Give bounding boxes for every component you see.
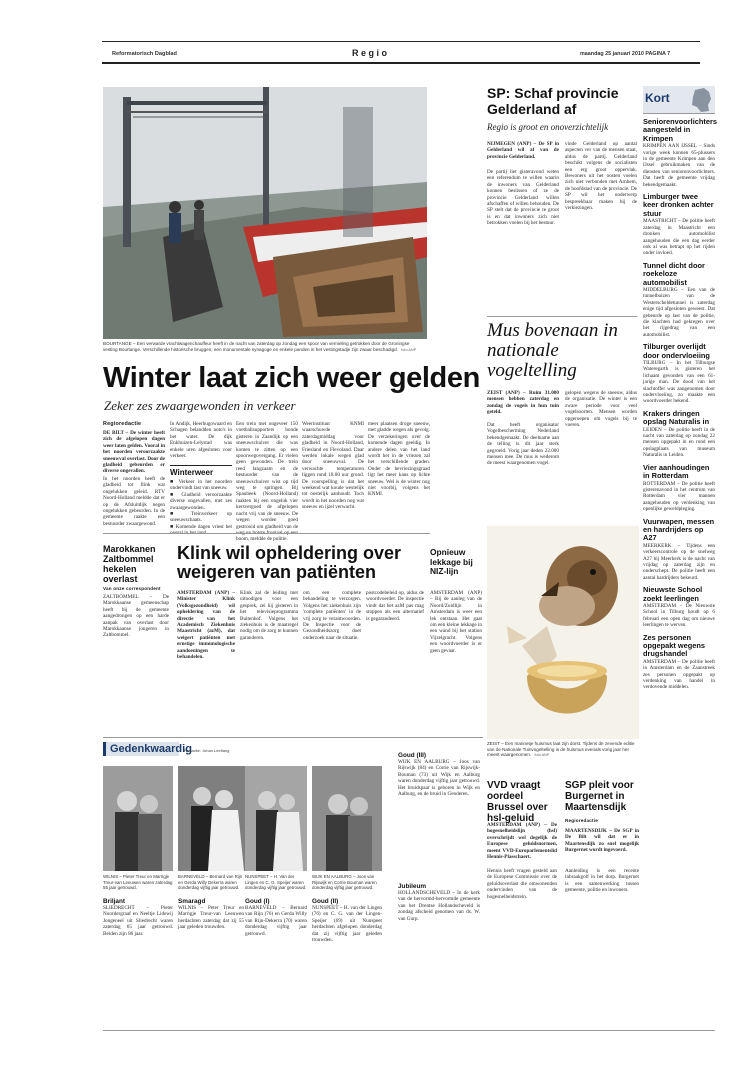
klink-col-1: AMSTERDAM (ANP) – Minister Klink (Volksgezondheid) wil opheldering van de directie van het Academisch Ziekenhuis Maastricht (azM), dat weigert patiënten met ernstige immunologische aandoeningen te behandelen. bbox=[177, 590, 235, 661]
kort-item: Nieuwste School zoekt leerlingen AMSTERDAM – De Nieuwste School in Tilburg houdt op 6 februari een open dag om nieuwe leerlingen te werven. bbox=[643, 585, 715, 629]
vvd-intro: AMSTERDAM (ANP) – De hogesnelheidslijn (hsl) overschrijdt wel degelijk de Europese geluidsnormen, meent VVD-Europarlementslid Hennis-Plasschaert. bbox=[487, 822, 557, 861]
gedenk-photo-4 bbox=[312, 766, 382, 871]
vogel-photo-credit: foto ANP bbox=[534, 753, 550, 758]
sparrow-drinking-illustration bbox=[487, 526, 639, 739]
sgp-byline: Regioredactie bbox=[565, 818, 598, 823]
sp-col-2: vinde Gelderland op aantal aspecten ver van de mensen staat, aldus de partij. Gelderland beschikt volgens de socialisten een erg groot oppervlak. Bewoners uit het oosten voelen zich niet verbonden met Arnhem, de hoofdstad van de provincie. De SP wil het onderwerp bespreekbaar maken bij de verkiezingen. bbox=[565, 141, 637, 212]
kort-item: Tilburger overlijdt door ondervloeiing TILBURG – In het Tilburgse Wateregarth is gisteren het lichaam gevonden van een 61-jarige man. De dood van het slachtoffer was aangenomen door ondervloeiing, zo maakte een woordvoerder bekend. bbox=[643, 342, 715, 405]
kort-header bbox=[643, 86, 715, 114]
mid-rule bbox=[103, 737, 483, 738]
header-rule-top bbox=[102, 41, 700, 42]
lead-photo-caption: BOURTANGE – Een verwarde vrachtwagenchauffeur heeft in de nacht van zaterdag op zondag een spoor van vernieling getrokken door de Groningse vesting Bourtange. Verschillende historische bruggen, een monumentale synagoge en enkele panden in het vestingstadje zijn zwaar beschadigd. foto ANP bbox=[103, 341, 417, 352]
kort-title: Kort bbox=[645, 91, 670, 105]
sgp-intro: MAARTENSDIJK – De SGP in De Bilt wil dat er in Maartensdijk zo snel mogelijk Burgernet wordt ingevoerd. bbox=[565, 828, 639, 854]
kort-item: Limburger twee keer dronken achter stuur MAASTRICHT – De politie heeft zaterdag in Maastricht een dronken automobilist aangehouden die een dag eerder ook al was betrapt op het rijden onder invloed. bbox=[643, 192, 715, 257]
vogel-caption: ZEIST – Een mannetje huismus laat zijn dorst. Tijdens de zevende editie van de Nationale Tuinvogeltelling is de huismus evenals vorig jaar het meest waargenomen. foto ANP bbox=[487, 741, 635, 758]
lead-col-5: meer plaatsen droge sneeuw, met gladde wegen als gevolg. De verzekeringen over de komende dagen geeldig. In andere delen van het land wordt het in de vriezen zal het verschillende graden. Onder de bevriezingsgraad ligt het meer kans op lichte sneeuw. Wel is de winter nog niet voorbij, volgens het KNMI. bbox=[368, 421, 430, 498]
sgp-headline: SGP pleit voor Burgernet in Maartensdijk bbox=[565, 780, 634, 813]
kort-item: Tunnel dicht door roekeloze automobilist MIDDELBURG – Een van de tunnelbuizen van de Westerscheldetunnel is zaterdag enige tijd afgesloten geweest. Dat gebeurde op last van de politie, die klachten had gekregen over het rijgedrag van een automobilist. bbox=[643, 260, 715, 338]
kort-item: Zes personen opgepakt wegens drugshandel AMSTERDAM – De politie heeft in Amsterdam en de Zaanstreek zes personen opgepakt op verdenking van handel in verdovende middelen. bbox=[643, 632, 715, 691]
lead-bottom-rule bbox=[103, 533, 430, 534]
winterweer-box bbox=[170, 465, 232, 537]
sp-headline: SP: Schaf provincie Gelderland af bbox=[487, 85, 619, 117]
lead-photo-credit: foto ANP bbox=[401, 347, 417, 352]
marokkanen-text: ZALTBOMMEL – De Marokkaanse gemeenschap heeft bij de gemeente aangedrongen op een harde aanpak van overlast door Marokkaanse jongeren in Zaltbommel. bbox=[103, 594, 169, 639]
kort-item: Krakers dringen opslag Naturalis in LEIDEN – De politie heeft in de nacht van zaterdag op zondag 22 mensen opgepakt in en rond een opslagplaats van museum Naturalis in Leiden. bbox=[643, 408, 715, 459]
lead-col-4: Weerinstituut KNMI waarschuwde zaterdagmiddag voor gladheid in Noord-Holland, Friesland en Flevoland. Daar werden lokale wegen glad door sneeuwval. De verwachte temperaturen liggen rond 18.00 uur grond. De voorspelling is dat het weekend wat koude westelijk tot oostelijk aanhoudt. Toch wordt in het noorden nog wat sneeuw en ijzel verwacht. bbox=[302, 421, 364, 511]
klink-col-3: om een complete behandeling te verzorgen. Volgens het ziekenhuis zijn 'complete patiënten' in de vrij zorg te verantwoorden. De Inspectie voor de Gezondheidszorg doet onderzoek naar de situatie. bbox=[303, 590, 361, 641]
goud3-column: Goud (III) WIJK EN AALBURG – Joos van Rijswijk (84) en Corrie van Rijswijk-Bouman (73) uit Wijk en Aalburg waren donderdag vijftig jaar getrouwd. Het bruidspaar is geboren in Wijk en Aalburg, en de bruid in Genderen. Jubileum HOLLANDSCHEVELD – In de kerk van de hervormd-hervormde gemeente van het Drentse Hollandscheveld is zondag afscheid genomen van ds. W. van Gurp. bbox=[398, 752, 480, 922]
opnieuw-headline: Opnieuw lekkage bij NIZ-lijn bbox=[430, 547, 473, 577]
vogel-intro: ZEIST (ANP) – Ruim 31.000 mensen hebben zaterdag en zondag de vogels in hun tuin geteld. bbox=[487, 390, 559, 416]
kort-item: Vier aanhoudingen in Rotterdam ROTTERDAM – De politie heeft gisterenavond in het centrum van Rotterdam vier mannen aangehouden op verdenking van openlijke geweldpleging. bbox=[643, 462, 715, 513]
opnieuw-text: AMSTERDAM (ANP) – Bij de aanleg van de Noord/Zuidlijn in Amsterdam is weer een lek ontstaan. Het gaat om een kleine lekkage in een wand bij het station Vijzelgracht. Volgens een woordvoerder is er geen gevaar. bbox=[430, 590, 482, 654]
lead-headline: Winter laat zich weer gelden bbox=[103, 362, 480, 394]
vogel-col1-text: Dat heeft organisator Vogelbescherming Nederland bekendgemaakt. De deelname aan de telling is dit jaar sterk gegroeid. Vorig jaar deden 22.000 mensen mee. De mus is wederom de meest waargenomen vogel. bbox=[487, 422, 559, 467]
winterweer-item: ■ Gladheid veroorzaakte diverse ongevallen, met zes zwaargewonden. bbox=[170, 491, 232, 511]
marokkanen-byline: Van onze correspondent bbox=[103, 586, 161, 591]
gedenk-caption-2: BARNEVELD – Bernard van Rijn en Gerda Willy Dekerra waren donderdag vijftig jaar getrouwd. bbox=[178, 874, 243, 891]
couple-portrait-illustration bbox=[245, 766, 307, 871]
gedenk-photo-3 bbox=[245, 766, 307, 871]
vogel-col-1 bbox=[487, 390, 559, 522]
kort-item: Vuurwapen, messen en hardrijders op A27 MEERKERK – Tijdens een verkeerscontrole op de snelweg A27 bij Meerkerk is de nacht van vrijdag op zaterdag zijn en onderschept. De politie heeft een aantal hardrijders bekeurd. bbox=[643, 516, 715, 581]
gedenk-caption-3: NUNSPEET – H. Van der Lingen en C. G. Speijer waren donderdag vijftig jaar getrouwd. bbox=[245, 874, 307, 891]
page-date: maandag 25 januari 2010 PAGINA 7 bbox=[580, 51, 671, 57]
kort-item: Seniorenvoorlichters aangesteld in Krimpen KRIMPEN AAN IJSSEL – Sinds vorige week kunnen 65-plussers in de gemeente Krimpen aan den IJssel gebruikmaken van de diensten van seniorenvoorlichters. Dat heeft de gemeente vrijdag bekendgemaakt. bbox=[643, 117, 717, 188]
gedenk-text-1: Briljant SLIEDRECHT – Pieter Noordergraaf en Neeltje Lidewij Jongeneel uit Sliedrecht waren zaterdag 65 jaar getrouwd. Beiden zijn 86 jaar. bbox=[103, 898, 173, 937]
couple-portrait-illustration bbox=[103, 766, 173, 871]
vogel-photo bbox=[487, 526, 639, 739]
lead-photo bbox=[103, 87, 427, 339]
gedenk-caption-1: WILNIS – Pieter Treur en Marrigje Treur-van Leeuwen waren zaterdag 55 jaar getrouwd. bbox=[103, 874, 173, 891]
lead-byline: Regioredactie bbox=[103, 421, 142, 427]
page-bottom-rule bbox=[103, 1030, 715, 1031]
gedenk-text-3: Goud (I) BARNEVELD – Bernard van Rijn (76) en Gerda Willy van Rijn-Dekerra (70) waren donderdag vijftig jaar getrouwd. bbox=[245, 898, 307, 937]
klink-col-2: Klink zal de leiding met uitnodigen voor een gesprek, zei hij gisteren in het televisieprogramma Buitenhof. Volgens het ziekenhuis is de maatregel nodig om de zorg te kunnen garanderen. bbox=[240, 590, 298, 641]
sp-col-1 bbox=[487, 141, 559, 314]
vvd-text: Hennis heeft vragen gesteld aan de Europese Commissie over de geluidsoverlast die omwonenden ondervinden van de hogesnelheidstrein. bbox=[487, 868, 557, 900]
gedenk-caption-4: WIJK EN AALBURG – Joos van Rijswijk en Corrie Bouman waren donderdag vijftig jaar getrouwd. bbox=[312, 874, 377, 891]
header-rule bbox=[102, 62, 700, 64]
gedenk-photo-2 bbox=[178, 766, 248, 871]
lead-subheadline: Zeker zes zwaargewonden in verkeer bbox=[104, 398, 296, 413]
newspaper-name: Reformatorisch Dagblad bbox=[112, 51, 177, 57]
sp-col1-text: De partij liet gisteravond weten een referendum te willen waarin de inwoners van Gelderland konnen beslissen of ze de provincie Gelderland willen afschaffen of willen behouden. De SP stelt dat de provincie te groot is en dat inwoners zich niet betrokken voelen bij het bestuur. bbox=[487, 169, 559, 227]
lead-col2-text: In Andijk, Heerhugowaard en Schagen belandden auto's in het water. De dijk Enkhuizen-Lelystad was enkele uren afgesloten voor verkeer. bbox=[170, 421, 232, 460]
vogel-col-2: gelopen wegens de sneeuw, aldus de organisatie. De winter is een zware periode voor veel vogelsoorten. Mensen worden opgeroepen om vogels bij te voeren. bbox=[565, 390, 637, 429]
winterweer-item: ■ Komende dagen vriest het bbox=[170, 523, 232, 530]
vogel-headline: Mus bovenaan in nationale vogeltelling bbox=[487, 320, 618, 381]
sp-subheadline: Regio is groot en onoverzichtelijk bbox=[487, 122, 609, 132]
gedenk-text-2: Smaragd WILNIS – Peter Treur en Marrigje Treur-van Leeuwen herdachten zaterdag dat zij 55 jaar geleden trouwden. bbox=[178, 898, 244, 931]
winterweer-item: ■ Verkeer in het noorden ondervindt last van sneeuw. bbox=[170, 479, 233, 492]
lead-col1-text: In het noorden heeft de gladheid tot flink wat ongelukken geleid. RTV Noord-Holland meldde dat er op de Afsluitdijk negen ongelukken gebeurden. In de gemeente raakte een bestuurder zwaargewond. bbox=[103, 476, 165, 527]
winterweer-title: Winterweer bbox=[170, 468, 214, 477]
gedenk-credit: Redactie: Johan Leeflang bbox=[184, 748, 230, 753]
netherlands-map-icon bbox=[689, 87, 713, 113]
sp-intro: NIJMEGEN (ANP) – De SP in Gelderland wil af van de provincie Gelderland. bbox=[487, 141, 559, 160]
lead-col-1 bbox=[103, 421, 165, 526]
drawbridge-photo-illustration bbox=[103, 87, 427, 339]
couple-portrait-illustration bbox=[178, 766, 248, 871]
vvd-headline: VVD vraagt oordeel Brussel over hsl-geluid bbox=[487, 780, 548, 824]
sp-bottom-rule bbox=[487, 316, 637, 317]
gedenk-title: Gedenkwaardig bbox=[110, 743, 192, 755]
section-title: R e g i o bbox=[352, 48, 388, 58]
gedenk-photo-1 bbox=[103, 766, 173, 871]
lead-intro: DE BILT – De winter heeft zich de afgelopen dagen weer laten gelden. Vooral in het noorden veroorzaakte sneeuwval overlast. Door de gladheid gebeurden er diverse ongevallen. bbox=[103, 430, 165, 475]
lead-col-2 bbox=[170, 421, 232, 537]
kort-column bbox=[643, 86, 715, 1046]
lead-col-3: Een trein met ongeveer 150 voetballsupporters bonde gisteren in Zaandijk op een sneeuwschuiver die was komen te zitten op een spoorwegovergang. Er vielen geen gewonden. De trein reed langzaam en de bestuurder van de sneeuwschuiver wist op tijd weg te springen. Bij Spaubeek (Noord-Holland) raakten bij een ongeluk vier kersvergoed de afgelopen nacht vrij van de sneeuw. De wegen worden goed gestrooid om gladheid van de boom, meldde de politie. bbox=[236, 421, 298, 543]
klink-headline: Klink wil opheldering over weigeren van patiënten bbox=[177, 543, 402, 582]
sgp-text: Aanleiding is een recente inbraakgolf in het dorp. Burgernet is een samenwerking tussen gemeente, politie en inwoners. bbox=[565, 868, 639, 894]
klink-col-4: postcodebeleid op, aldus de woordvoerder. De inspectie vindt dat het azM pas mag stoppen als een alternatief is gegarandeerd. bbox=[366, 590, 424, 622]
marokkanen-headline: Marokkanen Zaltbommel hekelen overlast bbox=[103, 544, 156, 584]
gedenk-text-4: Goud (II) NUNSPEET – H. van der Lingen (76) en C. G. van der Lingen-Speijer (69) uit Nunspeet herdachten afgelopen donderdag dat zij vijftig jaar geleden trouwden. bbox=[312, 898, 382, 944]
couple-portrait-illustration bbox=[312, 766, 382, 871]
winterweer-item: ■ Treinverkeer op sneeuwschaats. bbox=[170, 511, 232, 524]
